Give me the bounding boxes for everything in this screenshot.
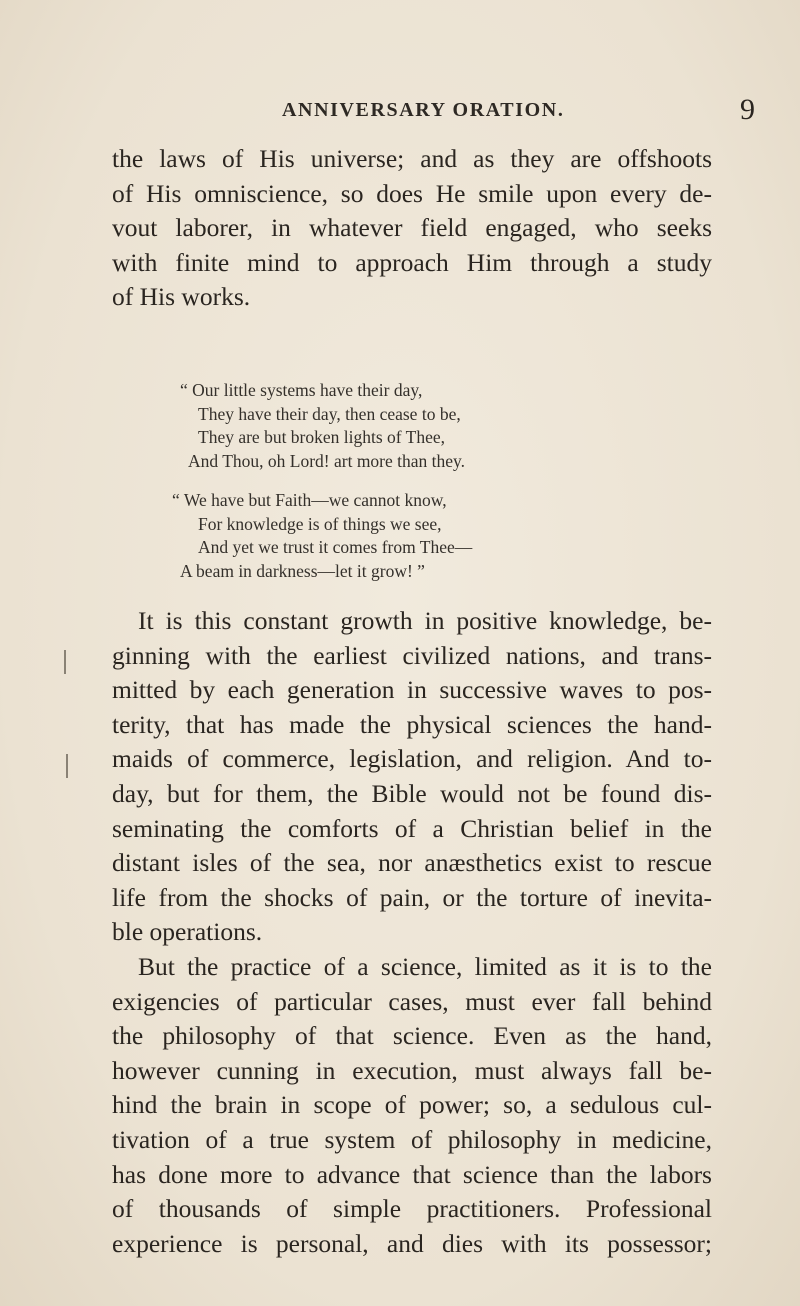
text-line: however cunning in execution, must always fall be- [112,1055,712,1085]
text-line: the laws of His universe; and as they are offshoots [112,144,712,173]
text-line: distant isles of the sea, nor anæsthetics exist to rescue [112,848,712,878]
poem-line: A beam in darkness—let it grow! ” [180,560,425,581]
text-line: experience is personal, and dies with its possessor; [112,1228,712,1258]
text-line: with finite mind to approach Him through a study [112,247,712,277]
text-line: of His works. [112,282,251,312]
margin-tick [64,650,66,674]
text-line: ble operations. [112,917,263,947]
text-line: It is this constant growth in positive knowledge, be- [138,606,712,635]
text-line: tivation of a true system of philosophy in medicine, [112,1124,712,1154]
text-line: vout laborer, in whatever field engaged, who seeks [112,213,712,243]
poem-line: And Thou, oh Lord! art more than they. [188,450,466,471]
poem-line: For knowledge is of things we see, [198,513,442,534]
poem-line: They have their day, then cease to be, [198,403,461,424]
text-line: maids of commerce, legislation, and religion. And to- [112,744,712,774]
text-line: But the practice of a science, limited as it is to the [138,951,712,981]
text-line: ginning with the earliest civilized nations, and trans- [112,640,712,670]
poem-stanza-2 [172,489,592,583]
text-line: mitted by each generation in successive waves to pos- [112,675,712,705]
text-line: of thousands of simple practitioners. Professional [112,1194,712,1224]
page-header [0,93,800,133]
paragraphs-2-3 [112,604,712,1261]
text-line: terity, that has made the physical sciences the hand- [112,709,712,739]
text-line: hind the brain in scope of power; so, a sedulous cul- [112,1090,712,1120]
poem-line: “ Our little systems have their day, [180,380,423,400]
text-line: exigencies of particular cases, must ever fall behind [112,986,712,1016]
poem-stanza-1 [172,379,592,473]
poem-line: “ We have but Faith—we cannot know, [172,490,447,510]
text-line: the philosophy of that science. Even as the hand, [112,1021,712,1051]
poem-line: And yet we trust it comes from Thee— [198,537,473,557]
page-number: 9 [740,93,755,126]
margin-tick [66,754,68,778]
text-line: day, but for them, the Bible would not be found dis- [112,778,712,808]
text-line: seminating the comforts of a Christian belief in the [112,813,712,843]
text-line: life from the shocks of pain, or the torture of inevita- [112,882,712,912]
running-head: ANNIVERSARY ORATION. [282,99,565,121]
poem-line: They are but broken lights of Thee, [198,427,446,447]
text-line: of His omniscience, so does He smile upon every de- [112,178,712,208]
paragraph-1 [112,142,712,315]
text-line: has done more to advance that science than the labors [112,1159,712,1189]
